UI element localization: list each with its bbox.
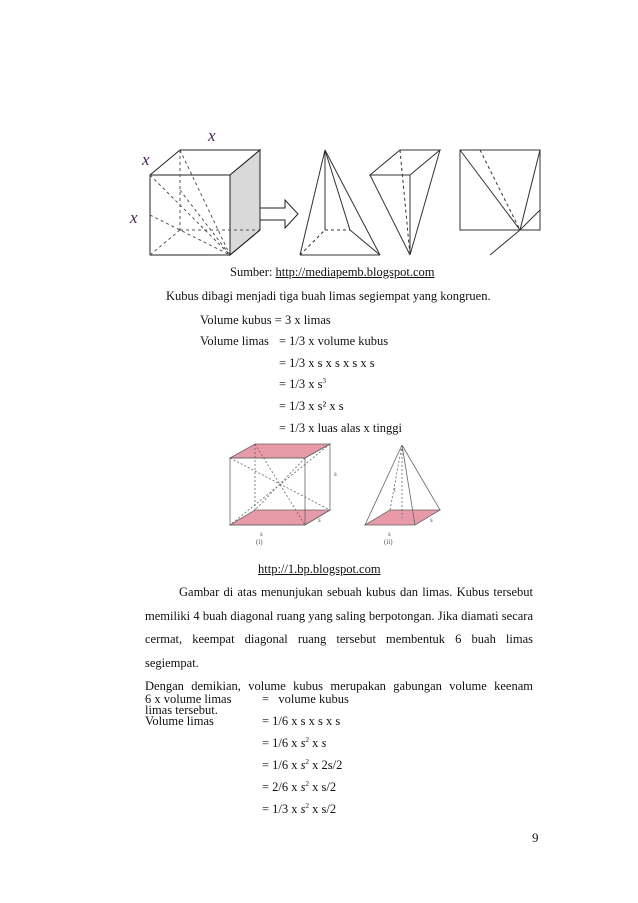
para-line-5: limas tersebut. bbox=[145, 702, 218, 717]
vol-line-1-text: Volume kubus = 3 x limas bbox=[200, 313, 331, 327]
vol-line-2-right: = 1/3 x volume kubus bbox=[279, 334, 389, 348]
deriv-row-6 bbox=[262, 802, 336, 817]
vol-line-5: = 1/3 x s² x s bbox=[279, 399, 344, 413]
vol-line-4-text: = 1/3 x s bbox=[279, 377, 323, 392]
deriv-row-4-s1: s bbox=[300, 758, 306, 773]
deriv-row-4 bbox=[262, 758, 342, 773]
deriv-row-2-left: Volume limas bbox=[145, 714, 214, 728]
vol-line-4 bbox=[279, 377, 326, 392]
label-x-left-mid: x bbox=[142, 150, 150, 169]
deriv-row-5-s1: s bbox=[300, 780, 306, 795]
deriv-row-4-sup: 2 bbox=[305, 758, 310, 766]
deriv-row-5-pre: = 2/6 x bbox=[262, 780, 301, 795]
deriv-row-5-post: x s/2 bbox=[309, 780, 337, 795]
label-s-cube-depth: s bbox=[318, 516, 321, 524]
figure-cube-and-pyramid bbox=[220, 440, 450, 555]
deriv-row-6-post: x s/2 bbox=[309, 802, 337, 817]
cube-pyramid-diagram bbox=[120, 120, 560, 260]
vol-line-4-sup: 3 bbox=[322, 377, 327, 385]
para-line-2: memiliki 4 buah diagonal ruang yang saling berpotongan. Jika diamati secara bbox=[145, 608, 533, 623]
deriv-row-3 bbox=[262, 736, 326, 751]
deriv-row-3-s2: s bbox=[321, 736, 327, 751]
deriv-row-2-right: = 1/6 x s x s x s bbox=[262, 714, 341, 728]
para-line-4: Dengan demikian, volume kubus merupakan gabungan volume keenam bbox=[145, 679, 533, 693]
deriv-row-6-s1: s bbox=[300, 802, 306, 817]
cube-pyramid-pink-diagram bbox=[220, 440, 450, 555]
deriv-row-3-mid: x bbox=[309, 736, 322, 751]
deriv-row-6-sup: 2 bbox=[305, 802, 310, 810]
source-caption-1 bbox=[230, 265, 435, 280]
deriv-row-4-post: x 2s/2 bbox=[309, 758, 343, 773]
label-s-cube-side: s bbox=[334, 470, 337, 478]
source-link-1[interactable]: http://mediapemb.blogspot.com bbox=[275, 265, 435, 279]
label-cap-ii: (ii) bbox=[384, 538, 393, 546]
label-t-pyramid: t bbox=[394, 486, 396, 494]
deriv-row-4-pre: = 1/6 x bbox=[262, 758, 301, 773]
vol-line-3: = 1/3 x s x s x s x s bbox=[279, 356, 375, 370]
deriv-row-3-sup: 2 bbox=[305, 736, 310, 744]
deriv-row-5 bbox=[262, 780, 336, 795]
label-s-cube-bottom: s bbox=[260, 530, 263, 538]
source-link-2[interactable]: http://1.bp.blogspot.com bbox=[258, 562, 381, 576]
label-s-pyr-bottom: s bbox=[388, 530, 391, 538]
deriv-row-1-right: = volume kubus bbox=[262, 692, 349, 706]
para-line-1: Gambar di atas menunjukan sebuah kubus dan limas. Kubus tersebut bbox=[179, 585, 533, 599]
source-caption-2 bbox=[258, 562, 381, 577]
label-x-top: x bbox=[208, 126, 216, 145]
vol-line-2-left: Volume limas bbox=[200, 334, 269, 348]
label-cap-i: (i) bbox=[256, 538, 263, 546]
deriv-row-3-pre: = 1/6 x bbox=[262, 736, 301, 751]
deriv-row-1-left: 6 x volume limas bbox=[145, 692, 232, 706]
vol-line-1 bbox=[200, 313, 331, 328]
figure-cube-pyramids bbox=[120, 120, 560, 260]
para-line-3: cermat, keempat diagonal ruang tersebut membentuk 6 buah limas segiempat. bbox=[145, 632, 533, 670]
intro-sentence: Kubus dibagi menjadi tiga buah limas segiempat yang kongruen. bbox=[166, 289, 491, 303]
deriv-row-5-sup: 2 bbox=[305, 780, 310, 788]
deriv-row-6-pre: = 1/3 x bbox=[262, 802, 301, 817]
deriv-row-3-s1: s bbox=[300, 736, 306, 751]
source-prefix: Sumber: bbox=[230, 265, 276, 279]
label-s-pyr-side: s bbox=[430, 516, 433, 524]
page-number: 9 bbox=[532, 830, 539, 845]
vol-line-2 bbox=[200, 334, 269, 349]
label-x-left-low: x bbox=[130, 208, 138, 227]
vol-line-6: = 1/3 x luas alas x tinggi bbox=[279, 421, 403, 435]
